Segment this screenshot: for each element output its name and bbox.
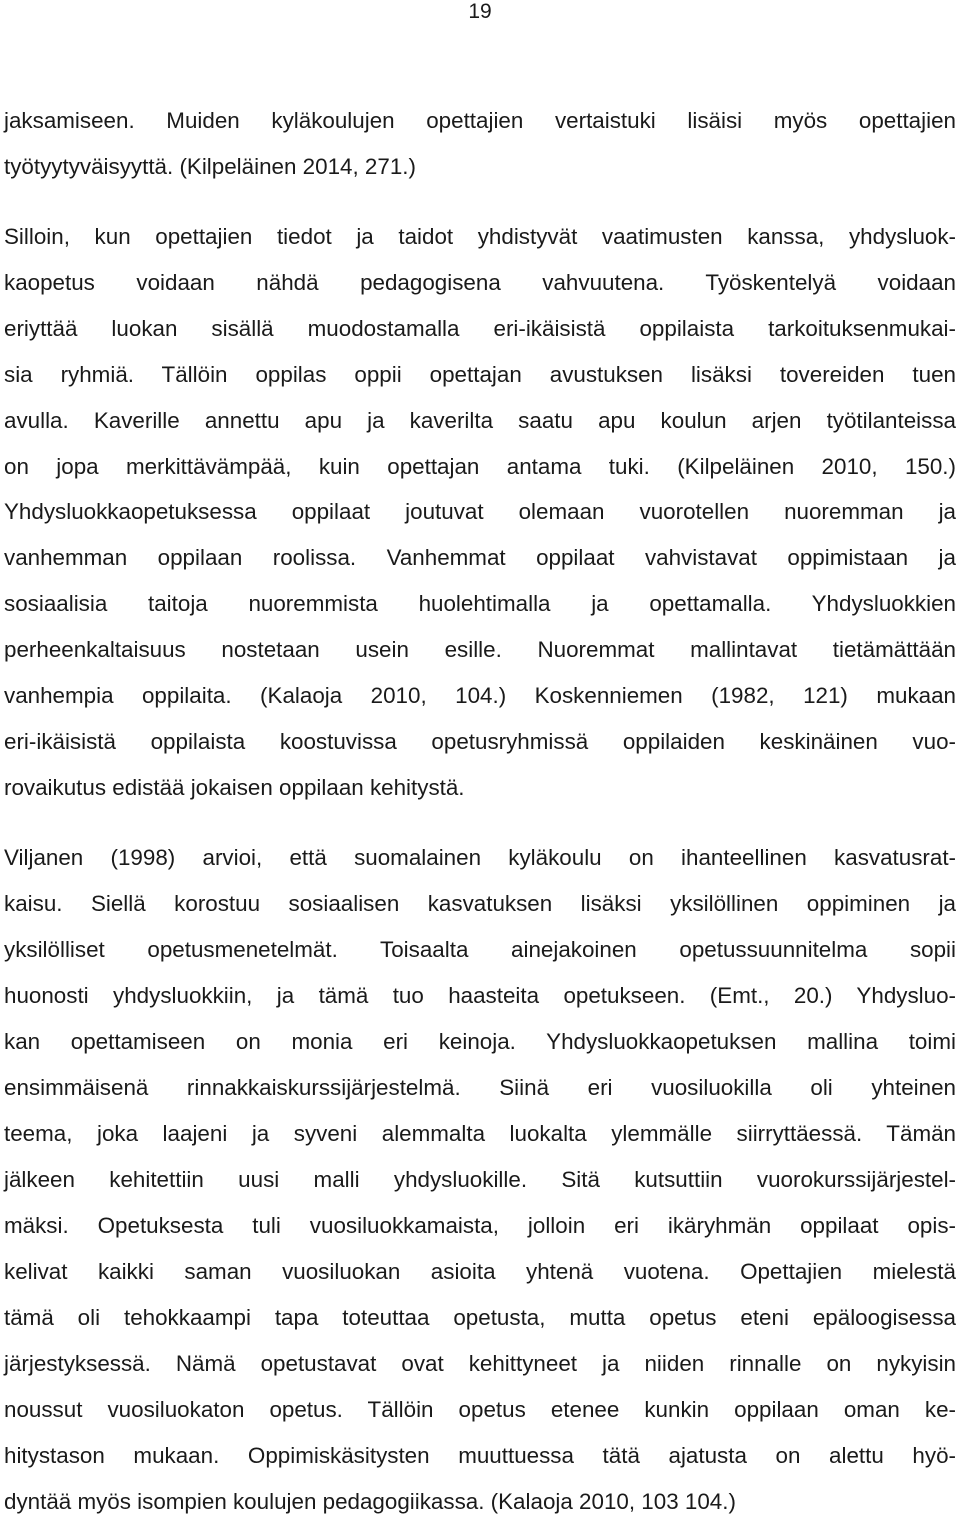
text-line: rovaikutus edistää jokaisen oppilaan kehitystä. [4,775,465,800]
text-line: tämä oli tehokkaampi tapa toteuttaa opetusta, mutta opetus eteni epäloogisessa [4,1305,956,1330]
text-line: perheenkaltaisuus nostetaan usein esille. Nuoremmat mallintavat tietämättään [4,637,956,662]
text-line: jaksamiseen. Muiden kyläkoulujen opettajien vertaistuki lisäisi myös opettajien [4,108,956,133]
text-line: on jopa merkittävämpää, kuin opettajan antama tuki. (Kilpeläinen 2010, 150.) [4,454,956,479]
text-line: teema, joka laajeni ja syveni alemmalta luokalta ylemmälle siirryttäessä. Tämän [4,1121,956,1146]
text-line: kaisu. Siellä korostuu sosiaalisen kasvatuksen lisäksi yksilöllinen oppiminen ja [4,891,956,916]
text-line: vanhemman oppilaan roolissa. Vanhemmat oppilaat vahvistavat oppimistaan ja [4,545,956,570]
text-line: noussut vuosiluokaton opetus. Tällöin opetus etenee kunkin oppilaan oman ke- [4,1397,956,1422]
text-line: avulla. Kaverille annettu apu ja kaverilta saatu apu koulun arjen työtilanteissa [4,408,956,433]
text-line: Silloin, kun opettajien tiedot ja taidot yhdistyvät vaatimusten kanssa, yhdysluok- [4,224,956,249]
text-line: Yhdysluokkaopetuksessa oppilaat joutuvat olemaan vuorotellen nuoremman ja [4,499,956,524]
text-line: kan opettamiseen on monia eri keinoja. Yhdysluokkaopetuksen mallina toimi [4,1029,956,1054]
text-line: kaopetus voidaan nähdä pedagogisena vahvuutena. Työskentelyä voidaan [4,270,956,295]
text-line: järjestyksessä. Nämä opetustavat ovat kehittyneet ja niiden rinnalle on nykyisin [4,1351,956,1376]
text-line: vanhempia oppilaita. (Kalaoja 2010, 104.) Koskenniemen (1982, 121) mukaan [4,683,956,708]
text-line: eri-ikäisistä oppilaista koostuvissa opetusryhmissä oppilaiden keskinäinen vuo- [4,729,956,754]
text-line: Viljanen (1998) arvioi, että suomalainen kyläkoulu on ihanteellinen kasvatusrat- [4,845,956,870]
text-line: yksilölliset opetusmenetelmät. Toisaalta ainejakoinen opetussuunnitelma sopii [4,937,956,962]
text-line: huonosti yhdysluokkiin, ja tämä tuo haasteita opetukseen. (Emt., 20.) Yhdysluo- [4,983,956,1008]
text-line: ensimmäisenä rinnakkaiskurssijärjestelmä. Siinä eri vuosiluokilla oli yhteinen [4,1075,956,1100]
text-line: mäksi. Opetuksesta tuli vuosiluokkamaista, jolloin eri ikäryhmän oppilaat opis- [4,1213,956,1238]
text-line: jälkeen kehitettiin uusi malli yhdysluokille. Sitä kutsuttiin vuorokurssijärjestel- [4,1167,956,1192]
text-line: dyntää myös isompien koulujen pedagogiikassa. (Kalaoja 2010, 103 104.) [4,1489,736,1514]
text-line: työtyytyväisyyttä. (Kilpeläinen 2014, 271.) [4,154,416,179]
text-line: eriyttää luokan sisällä muodostamalla eri-ikäisistä oppilaista tarkoituksenmukai- [4,316,956,341]
text-line: kelivat kaikki saman vuosiluokan asioita yhtenä vuotena. Opettajien mielestä [4,1259,956,1284]
page-number: 19 [468,0,492,23]
text-line: sia ryhmiä. Tällöin oppilas oppii opettajan avustuksen lisäksi tovereiden tuen [4,362,956,387]
text-line: sosiaalisia taitoja nuoremmista huolehtimalla ja opettamalla. Yhdysluokkien [4,591,956,616]
text-line: hitystason mukaan. Oppimiskäsitysten muuttuessa tätä ajatusta on alettu hyö- [4,1443,956,1468]
